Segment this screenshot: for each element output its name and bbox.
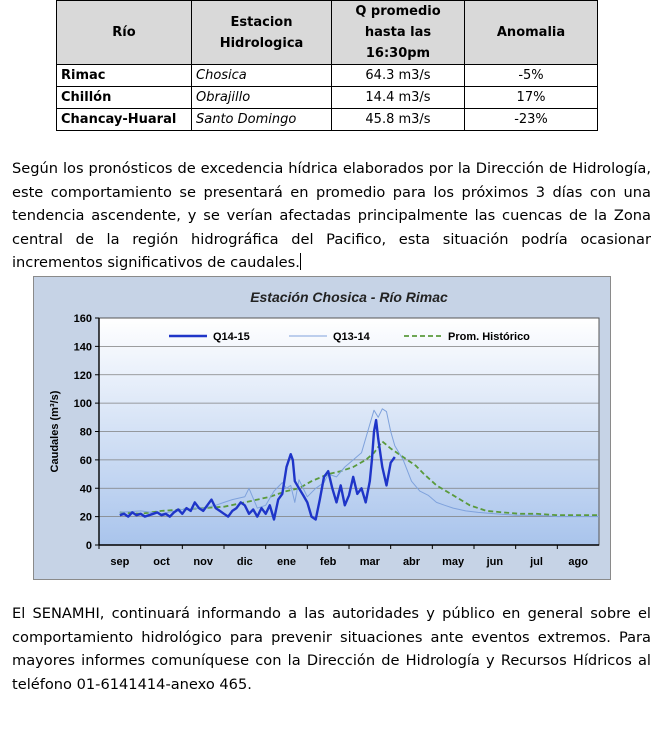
cell-anomalia: -5%	[465, 65, 598, 87]
cell-estacion: Obrajillo	[192, 87, 332, 109]
y-tick-label: 0	[85, 540, 92, 552]
hydrology-table-container	[56, 0, 598, 131]
x-tick-label: dic	[236, 556, 253, 568]
y-tick-label: 80	[79, 426, 92, 439]
table-row	[57, 87, 598, 109]
x-tick-label: jun	[486, 556, 504, 568]
y-tick-label: 140	[73, 341, 92, 354]
x-tick-label: sep	[110, 556, 130, 568]
x-tick-label: nov	[193, 556, 213, 568]
cell-rio: Chancay-Huaral	[57, 109, 192, 131]
y-tick-label: 100	[73, 398, 92, 411]
cell-rio: Rimac	[57, 65, 192, 87]
y-tick-label: 40	[79, 483, 92, 496]
closing-paragraph: El SENAMHI, continuará informando a las autoridades y público en general sobre el comportamiento hidrológico para prevenir situaciones ante eventos extremos. Para mayores informes comuníquese con la Dirección de Hidrología y Recursos Hídricos al teléfono 01-6141414-anexo 465.	[12, 605, 651, 693]
y-axis-label: Caudales (m³/s)	[49, 390, 61, 473]
flow-chart	[34, 277, 610, 579]
table-header-row	[57, 1, 598, 65]
table-row	[57, 65, 598, 87]
x-tick-label: may	[442, 556, 465, 568]
y-tick-label: 60	[79, 454, 92, 467]
y-tick-label: 120	[73, 369, 92, 382]
cell-q: 45.8 m3/s	[332, 109, 465, 131]
x-tick-label: jul	[530, 556, 543, 568]
cell-rio: Chillón	[57, 87, 192, 109]
x-tick-label: feb	[319, 556, 337, 568]
hydrology-table	[56, 0, 598, 131]
y-tick-label: 20	[79, 511, 92, 524]
x-tick-label: oct	[153, 556, 170, 568]
cell-anomalia: -23%	[465, 109, 598, 131]
table-row	[57, 109, 598, 131]
header-q-promedio: Q promedio hasta las 16:30pm	[332, 1, 465, 65]
x-tick-label: ene	[277, 556, 296, 568]
text-cursor	[300, 253, 301, 270]
legend-label: Q13-14	[333, 331, 370, 343]
forecast-paragraph-text: Según los pronósticos de excedencia hídrica elaborados por la Dirección de Hidrología, este comportamiento se presentará en promedio para los próximos 3 días con una tendencia ascendente, y se verían afectadas principalmente las cuencas de la Zona central de la región hidrográfica del Pacifico, esta situación podría ocasionar incrementos significativos de caudales.	[12, 160, 651, 272]
header-anomalia: Anomalia	[465, 1, 598, 65]
x-tick-label: abr	[402, 556, 421, 568]
header-estacion: Estacion Hidrologica	[192, 1, 332, 65]
cell-estacion: Santo Domingo	[192, 109, 332, 131]
x-tick-label: ago	[568, 556, 588, 568]
chart-title: Estación Chosica - Río Rimac	[250, 289, 448, 305]
cell-q: 64.3 m3/s	[332, 65, 465, 87]
forecast-paragraph	[12, 157, 651, 275]
flow-chart-frame	[33, 276, 611, 580]
legend-label: Prom. Histórico	[448, 331, 530, 343]
legend-label: Q14-15	[213, 331, 250, 343]
y-tick-label: 160	[73, 313, 92, 325]
cell-q: 14.4 m3/s	[332, 87, 465, 109]
cell-estacion: Chosica	[192, 65, 332, 87]
x-tick-label: mar	[359, 556, 380, 568]
header-rio: Río	[57, 1, 192, 65]
cell-anomalia: 17%	[465, 87, 598, 109]
